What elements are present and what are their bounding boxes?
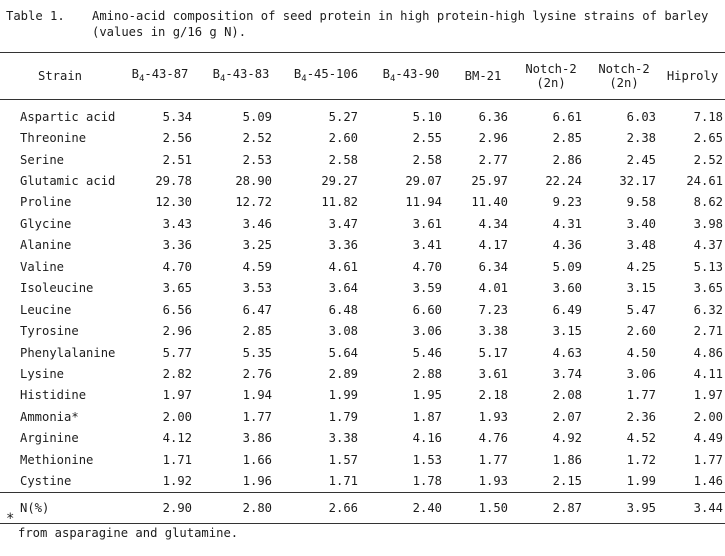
table-cell: 1.71 — [328, 474, 358, 489]
table-cell: 11.82 — [321, 195, 358, 210]
table-row — [0, 278, 725, 299]
table-row — [0, 428, 725, 449]
table-cell: 12.30 — [155, 195, 192, 210]
table-row — [0, 406, 725, 427]
table-cell: 28.90 — [235, 174, 272, 189]
table-cell: 2.60 — [626, 324, 656, 339]
table-cell: 2.65 — [693, 131, 723, 146]
table-cell: 2.85 — [552, 131, 582, 146]
table-cell: 3.65 — [162, 281, 192, 296]
table-cell: 1.93 — [478, 474, 508, 489]
column-header-b4-45-106: $B_4-45-106$ — [282, 53, 370, 100]
table-cell: 3.59 — [412, 281, 442, 296]
table-cell: 2.53 — [242, 152, 272, 167]
table-cell: 4.16 — [412, 431, 442, 446]
row-label: Tyrosine — [20, 324, 79, 339]
table-cell: 4.59 — [242, 259, 272, 274]
table-cell: 3.53 — [242, 281, 272, 296]
table-cell: 1.50 — [452, 492, 514, 523]
table-cell: 3.06 — [412, 324, 442, 339]
table-cell: 2.40 — [370, 492, 452, 523]
table-cell: 1.86 — [552, 452, 582, 467]
table-cell: 4.01 — [478, 281, 508, 296]
table-cell: 1.97 — [162, 388, 192, 403]
table-cell: 8.62 — [693, 195, 723, 210]
table-cell: 2.45 — [626, 152, 656, 167]
table-cell: 3.61 — [412, 216, 442, 231]
table-cell: 2.85 — [242, 324, 272, 339]
table-cell: 1.72 — [626, 452, 656, 467]
table-cell: 5.27 — [328, 109, 358, 124]
table-cell: 12.72 — [235, 195, 272, 210]
table-cell: 3.65 — [693, 281, 723, 296]
table-cell: 5.47 — [626, 302, 656, 317]
table-cell: 7.23 — [478, 302, 508, 317]
footnote-text: from asparagine and glutamine. — [18, 526, 239, 540]
table-cell: 1.66 — [242, 452, 272, 467]
row-label: Glutamic acid — [20, 174, 116, 189]
table-cell: 4.63 — [552, 345, 582, 360]
column-header-b4-43-83: $B_4-43-83$ — [200, 53, 282, 100]
row-label: Ammonia* — [20, 409, 79, 424]
table-cell: 3.86 — [242, 431, 272, 446]
table-cell: 2.55 — [412, 131, 442, 146]
table-cell: 3.15 — [552, 324, 582, 339]
table-body — [0, 100, 725, 493]
table-row — [0, 235, 725, 256]
table-cell: 4.12 — [162, 431, 192, 446]
row-label: Serine — [20, 152, 65, 167]
table-cell: 3.46 — [242, 216, 272, 231]
table-cell: 1.71 — [162, 452, 192, 467]
table-cell: 3.43 — [162, 216, 192, 231]
row-label: Alanine — [20, 238, 72, 253]
row-label: Glycine — [20, 216, 72, 231]
column-header-hiproly: Hiproly — [660, 53, 725, 100]
table-row — [0, 385, 725, 406]
table-cell: 22.24 — [545, 174, 582, 189]
column-header-bm-21: BM-21 — [452, 53, 514, 100]
table-cell: 4.34 — [478, 216, 508, 231]
table-cell: 3.44 — [660, 492, 725, 523]
table-cell: 3.38 — [328, 431, 358, 446]
table-cell: 1.92 — [162, 474, 192, 489]
table-cell: 2.07 — [552, 409, 582, 424]
table-cell: 3.40 — [626, 216, 656, 231]
table-cell: 2.66 — [282, 492, 370, 523]
table-cell: 29.27 — [321, 174, 358, 189]
table-cell: 1.53 — [412, 452, 442, 467]
table-cell: 1.77 — [478, 452, 508, 467]
table-cell: 5.77 — [162, 345, 192, 360]
row-label: Leucine — [20, 302, 72, 317]
table-cell: 32.17 — [619, 174, 656, 189]
table-cell: 6.48 — [328, 302, 358, 317]
table-cell: 3.74 — [552, 366, 582, 381]
table-cell: 2.76 — [242, 366, 272, 381]
table-row — [0, 192, 725, 213]
table-cell: 11.94 — [405, 195, 442, 210]
caption-title: Amino-acid composition of seed protein in high protein-high lysine strains of barley — [92, 9, 709, 23]
table-cell: 6.32 — [693, 302, 723, 317]
table-cell: 2.90 — [120, 492, 200, 523]
caption-line-1 — [6, 8, 718, 24]
table-cell: 5.10 — [412, 109, 442, 124]
table-row — [0, 127, 725, 148]
table-cell: 2.96 — [162, 324, 192, 339]
table-cell: 2.36 — [626, 409, 656, 424]
table-cell: 2.96 — [478, 131, 508, 146]
table-row — [0, 256, 725, 277]
table-cell: 9.58 — [626, 195, 656, 210]
table-cell: 2.18 — [478, 388, 508, 403]
table-cell: 4.70 — [412, 259, 442, 274]
table-cell: 5.09 — [242, 109, 272, 124]
table-cell: 4.76 — [478, 431, 508, 446]
table-cell: 1.99 — [626, 474, 656, 489]
table-cell: 5.13 — [693, 259, 723, 274]
table-cell: 2.52 — [242, 131, 272, 146]
column-header-strain: Strain — [0, 53, 120, 100]
row-label: Phenylalanine — [20, 345, 116, 360]
table-cell: 6.56 — [162, 302, 192, 317]
table-cell: 4.61 — [328, 259, 358, 274]
column-header-b4-43-87: $B_4-43-87$ — [120, 53, 200, 100]
table-cell: 2.38 — [626, 131, 656, 146]
table-cell: 7.18 — [693, 109, 723, 124]
table-cell: 1.79 — [328, 409, 358, 424]
table-cell: 1.87 — [412, 409, 442, 424]
table-row — [0, 299, 725, 320]
table-cell: 3.06 — [626, 366, 656, 381]
table-cell: 6.61 — [552, 109, 582, 124]
table-cell: 4.36 — [552, 238, 582, 253]
table-cell: 2.82 — [162, 366, 192, 381]
table-cell: 1.77 — [693, 452, 723, 467]
amino-acid-table — [0, 52, 725, 527]
table-cell: 2.87 — [514, 492, 588, 523]
table-cell: 25.97 — [471, 174, 508, 189]
table-cell: 1.78 — [412, 474, 442, 489]
table-cell: 6.60 — [412, 302, 442, 317]
column-header-b4-43-90: $B_4-43-90$ — [370, 53, 452, 100]
table-cell: 2.86 — [552, 152, 582, 167]
table-cell: 29.78 — [155, 174, 192, 189]
table-row — [0, 100, 725, 128]
table-row — [0, 213, 725, 234]
table-cell: 2.58 — [328, 152, 358, 167]
table-cell: 4.70 — [162, 259, 192, 274]
table-cell: 29.07 — [405, 174, 442, 189]
table-cell: 1.95 — [412, 388, 442, 403]
table-cell: 4.11 — [693, 366, 723, 381]
table-cell: 1.94 — [242, 388, 272, 403]
table-cell: 1.96 — [242, 474, 272, 489]
table-cell: 2.60 — [328, 131, 358, 146]
table-cell: 2.88 — [412, 366, 442, 381]
table-cell: 2.52 — [693, 152, 723, 167]
row-label: Isoleucine — [20, 281, 94, 296]
table-number: Table 1. — [6, 9, 65, 23]
table-cell: 3.15 — [626, 281, 656, 296]
table-cell: 24.61 — [686, 174, 723, 189]
table-cell: 2.89 — [328, 366, 358, 381]
table-cell: 3.08 — [328, 324, 358, 339]
table-cell: 3.47 — [328, 216, 358, 231]
table-row — [0, 170, 725, 191]
footnote — [6, 511, 239, 540]
table-cell: 6.34 — [478, 259, 508, 274]
row-label: N(%) — [0, 492, 120, 523]
footnote-symbol: * — [6, 511, 15, 527]
row-label: Aspartic acid — [20, 109, 116, 124]
table-cell: 3.36 — [162, 238, 192, 253]
header-row — [0, 53, 725, 100]
row-label: Arginine — [20, 431, 79, 446]
table-cell: 2.71 — [693, 324, 723, 339]
table-row — [0, 320, 725, 341]
table-cell: 2.80 — [200, 492, 282, 523]
row-label: Histidine — [20, 388, 87, 403]
table-cell: 4.49 — [693, 431, 723, 446]
table-cell: 3.64 — [328, 281, 358, 296]
table-cell: 2.51 — [162, 152, 192, 167]
table-cell: 5.34 — [162, 109, 192, 124]
table-caption — [6, 8, 718, 40]
column-header-notch-2-b: Notch-2 (2n) — [588, 53, 660, 100]
caption-line-2: (values in g/16 g N). — [92, 25, 247, 39]
table-cell: 2.15 — [552, 474, 582, 489]
table-cell: 4.37 — [693, 238, 723, 253]
table-row — [0, 470, 725, 492]
table-cell: 6.49 — [552, 302, 582, 317]
row-label: Proline — [20, 195, 72, 210]
table-cell: 5.46 — [412, 345, 442, 360]
table-cell: 2.00 — [162, 409, 192, 424]
table-cell: 4.25 — [626, 259, 656, 274]
table-cell: 3.38 — [478, 324, 508, 339]
row-label: Cystine — [20, 474, 72, 489]
table-row — [0, 149, 725, 170]
table-cell: 3.48 — [626, 238, 656, 253]
table-cell: 1.77 — [242, 409, 272, 424]
row-label: Methionine — [20, 452, 94, 467]
table-cell: 4.92 — [552, 431, 582, 446]
table-cell: 3.60 — [552, 281, 582, 296]
table-cell: 5.09 — [552, 259, 582, 274]
table-row — [0, 363, 725, 384]
table-cell: 5.64 — [328, 345, 358, 360]
table-cell: 2.00 — [693, 409, 723, 424]
table-cell: 1.99 — [328, 388, 358, 403]
column-header-notch-2-a: Notch-2 (2n) — [514, 53, 588, 100]
table-cell: 1.46 — [693, 474, 723, 489]
table-cell: 4.17 — [478, 238, 508, 253]
table-cell: 9.23 — [552, 195, 582, 210]
table-cell: 5.17 — [478, 345, 508, 360]
table-cell: 6.03 — [626, 109, 656, 124]
table-cell: 6.36 — [478, 109, 508, 124]
table-cell: 4.31 — [552, 216, 582, 231]
table-cell: 6.47 — [242, 302, 272, 317]
table-cell: 4.86 — [693, 345, 723, 360]
row-label: Lysine — [20, 366, 65, 381]
table-cell: 1.93 — [478, 409, 508, 424]
row-label: Valine — [20, 259, 65, 274]
table-cell: 3.25 — [242, 238, 272, 253]
table-cell: 5.35 — [242, 345, 272, 360]
table-cell: 1.57 — [328, 452, 358, 467]
table-cell: 11.40 — [471, 195, 508, 210]
table-cell: 4.52 — [626, 431, 656, 446]
table-cell: 3.41 — [412, 238, 442, 253]
table-cell: 2.77 — [478, 152, 508, 167]
table-cell: 2.56 — [162, 131, 192, 146]
table-cell: 3.95 — [588, 492, 660, 523]
table-cell: 1.97 — [693, 388, 723, 403]
table-cell: 4.50 — [626, 345, 656, 360]
table-row — [0, 342, 725, 363]
table-cell: 3.36 — [328, 238, 358, 253]
table-cell: 2.08 — [552, 388, 582, 403]
table-row — [0, 449, 725, 470]
table-cell: 3.61 — [478, 366, 508, 381]
row-label: Threonine — [20, 131, 87, 146]
table-cell: 1.77 — [626, 388, 656, 403]
table-cell: 3.98 — [693, 216, 723, 231]
table-cell: 2.58 — [412, 152, 442, 167]
